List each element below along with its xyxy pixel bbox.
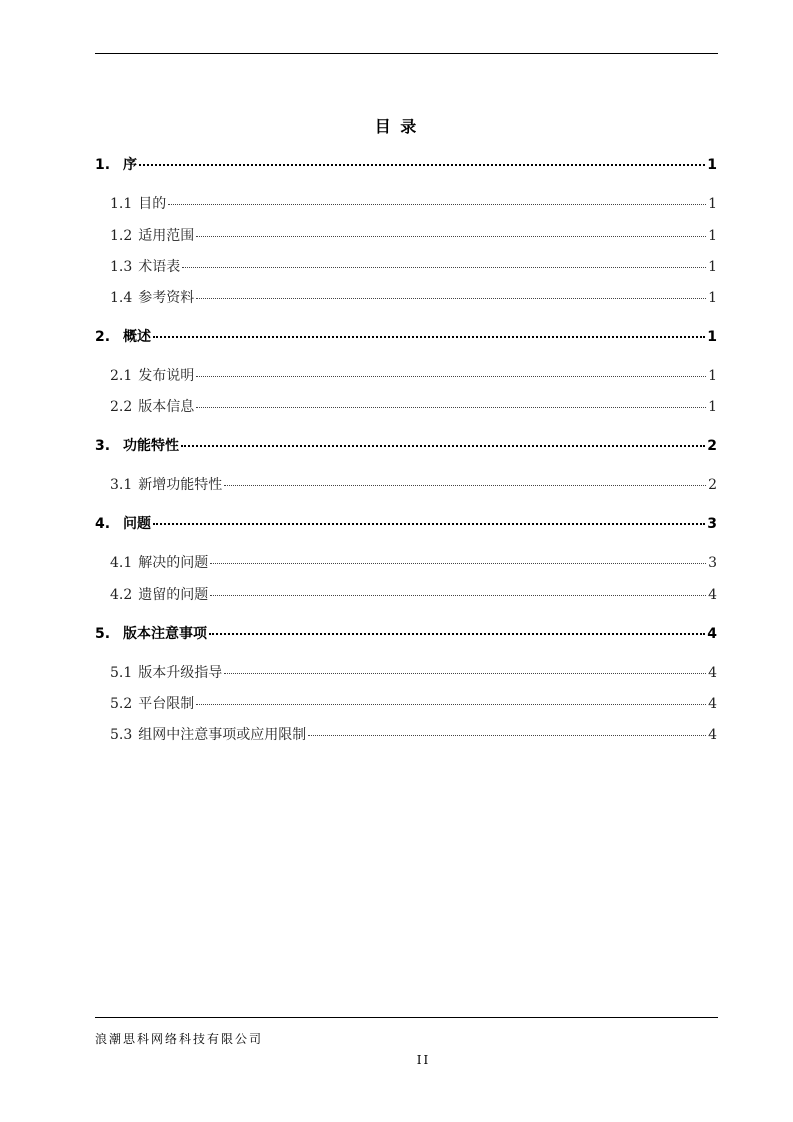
toc-dot-leader: [196, 407, 706, 408]
toc-entry-title: 序: [123, 157, 137, 173]
toc-entry-title: 组网中注意事项或应用限制: [138, 727, 307, 743]
toc-dot-leader: [209, 633, 705, 635]
footer-page-number: II: [416, 1053, 431, 1067]
toc-entry-number: 1.3: [110, 259, 133, 275]
toc-dot-leader: [153, 523, 705, 525]
toc-entry-title: 版本信息: [138, 399, 195, 415]
toc-entry-number: 1.1: [110, 196, 133, 212]
toc-entry-page: 4: [708, 727, 717, 743]
toc-entry[interactable]: [110, 662, 717, 682]
toc-entry-number: 5.2: [110, 696, 133, 712]
toc-entry-number: 2.: [95, 329, 111, 345]
toc-entry-page: 2: [708, 477, 717, 493]
footer-rule: [95, 1017, 718, 1018]
toc-entry[interactable]: [110, 225, 717, 245]
toc-dot-leader: [224, 485, 706, 486]
toc-entry[interactable]: [110, 693, 717, 713]
toc-entry-number: 1.: [95, 157, 111, 173]
toc-entry-title: 问题: [123, 516, 151, 532]
toc-entry-number: 2.2: [110, 399, 133, 415]
toc-entry[interactable]: [110, 584, 717, 604]
toc-entry[interactable]: [95, 435, 717, 455]
toc-entry-page: 3: [707, 516, 717, 532]
toc-dot-leader: [210, 563, 706, 564]
toc-dot-leader: [196, 236, 706, 237]
toc-entry[interactable]: [95, 154, 717, 174]
toc-entry[interactable]: [110, 365, 717, 385]
toc-entry-title: 解决的问题: [138, 555, 209, 571]
toc-entry[interactable]: [110, 193, 717, 213]
toc-entry-title: 适用范围: [138, 228, 195, 244]
toc-entry-page: 4: [707, 626, 717, 642]
toc-dot-leader: [139, 164, 705, 166]
footer-company: 浪潮思科网络科技有限公司: [95, 1032, 264, 1046]
toc-dot-leader: [196, 376, 706, 377]
toc-entry-number: 2.1: [110, 368, 133, 384]
toc-entry-title: 遗留的问题: [138, 587, 209, 603]
toc-entry-number: 3.: [95, 438, 111, 454]
toc-title: 目 录: [374, 117, 419, 136]
toc-entry-number: 4.2: [110, 587, 133, 603]
toc-entry-number: 5.3: [110, 727, 133, 743]
toc-entry-page: 1: [707, 157, 717, 173]
toc-entry-page: 1: [708, 368, 717, 384]
toc-entry-title: 概述: [123, 329, 151, 345]
toc-entry[interactable]: [110, 287, 717, 307]
toc-dot-leader: [224, 673, 706, 674]
toc-entry-page: 1: [708, 259, 717, 275]
toc-entry-title: 版本升级指导: [138, 665, 223, 681]
toc-entry-title: 参考资料: [138, 290, 195, 306]
toc-entry-page: 3: [708, 555, 717, 571]
toc-dot-leader: [182, 267, 706, 268]
toc-entry-page: 4: [708, 696, 717, 712]
toc-entry-title: 目的: [138, 196, 167, 212]
toc-entry-title: 功能特性: [123, 438, 179, 454]
toc-entry-page: 1: [708, 399, 717, 415]
toc-entry-title: 术语表: [138, 259, 181, 275]
toc-entry[interactable]: [95, 623, 717, 643]
toc-entry-number: 5.1: [110, 665, 133, 681]
toc-entry[interactable]: [110, 474, 717, 494]
toc-entry-number: 4.: [95, 516, 111, 532]
toc-entry[interactable]: [110, 396, 717, 416]
toc-entry-number: 1.4: [110, 290, 133, 306]
toc-dot-leader: [153, 336, 705, 338]
toc-entry-page: 1: [708, 196, 717, 212]
toc-entry-title: 新增功能特性: [138, 477, 223, 493]
toc-dot-leader: [168, 204, 706, 205]
toc-dot-leader: [196, 298, 706, 299]
toc-entry-page: 1: [707, 329, 717, 345]
toc-entry-number: 4.1: [110, 555, 133, 571]
toc-dot-leader: [308, 735, 706, 736]
toc-entry[interactable]: [110, 724, 717, 744]
toc-dot-leader: [181, 445, 705, 447]
toc-entry[interactable]: [110, 552, 717, 572]
toc-entry-number: 1.2: [110, 228, 133, 244]
toc-entry-number: 5.: [95, 626, 111, 642]
toc-entry-title: 平台限制: [138, 696, 195, 712]
toc-entry[interactable]: [95, 513, 717, 533]
toc-entry-page: 2: [707, 438, 717, 454]
toc-entry[interactable]: [110, 256, 717, 276]
toc-entry-number: 3.1: [110, 477, 133, 493]
toc-entry-page: 4: [708, 665, 717, 681]
toc-entry-title: 发布说明: [138, 368, 195, 384]
toc-entry[interactable]: [95, 326, 717, 346]
toc-entry-page: 1: [708, 290, 717, 306]
toc-dot-leader: [210, 595, 706, 596]
toc-entry-page: 4: [708, 587, 717, 603]
toc-dot-leader: [196, 704, 706, 705]
toc-entry-page: 1: [708, 228, 717, 244]
toc-entry-title: 版本注意事项: [123, 626, 207, 642]
